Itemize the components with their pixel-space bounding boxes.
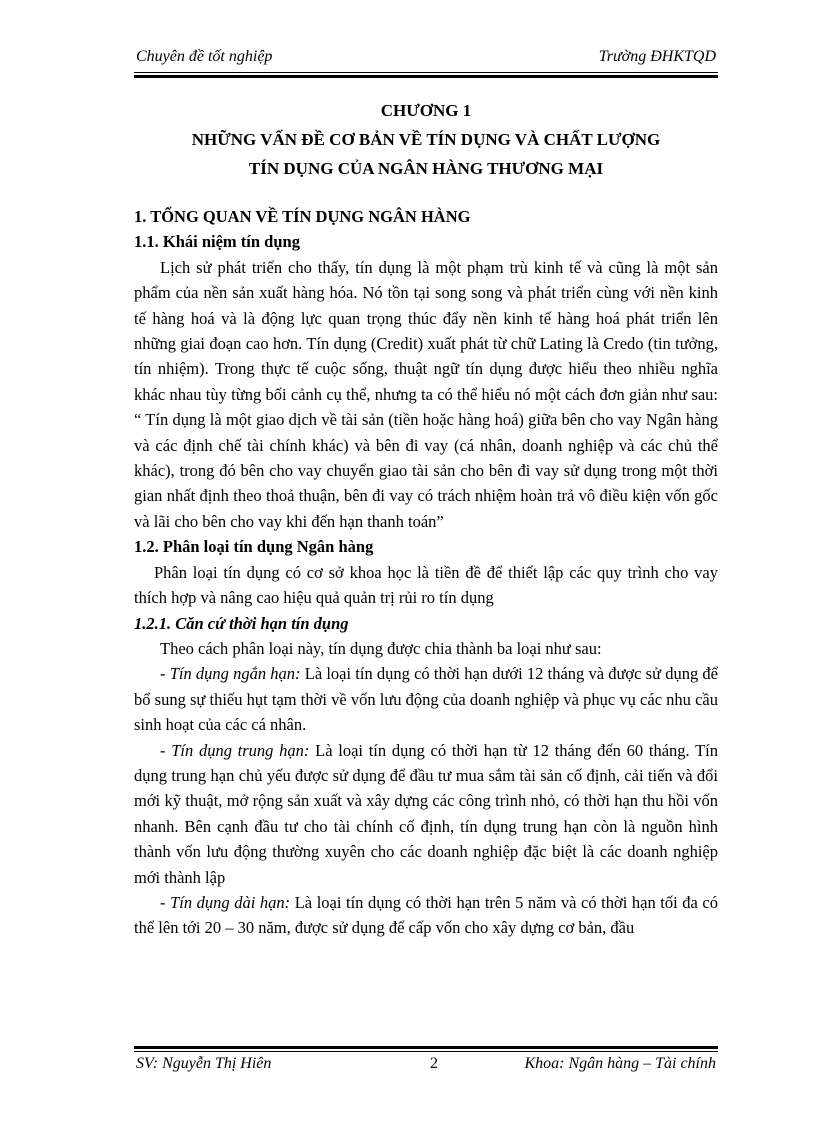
header-rule-thick xyxy=(134,75,718,78)
section-1-2-heading: 1.2. Phân loại tín dụng Ngân hàng xyxy=(134,537,374,557)
list-item-short-term xyxy=(134,661,718,737)
long-term-text: Là loại tín dụng có thời hạn trên 5 năm và có thời hạn tối đa có thể lên tới 20 – 30 năm, được sử dụng để cấp vốn cho xây dựng cơ bản, đầu xyxy=(134,892,718,938)
page-number: 2 xyxy=(430,1055,438,1072)
section-1-2-paragraph: Phân loại tín dụng có cơ sở khoa học là tiền đề để thiết lập các quy trình cho vay thích hợp và nâng cao hiệu quả quản trị rủi ro tín dụng xyxy=(134,562,718,608)
footer-student: SV: Nguyễn Thị Hiên xyxy=(136,1055,272,1072)
page-body xyxy=(134,204,718,941)
long-term-label: - Tín dụng dài hạn: xyxy=(160,892,291,912)
page-footer xyxy=(134,1055,718,1079)
section-1-2-1-heading: 1.2.1. Căn cứ thời hạn tín dụng xyxy=(134,613,349,633)
medium-term-text: Là loại tín dụng có thời hạn từ 12 tháng đến 60 tháng. Tín dụng trung hạn chủ yếu được sử dụng để đầu tư mua sắm tài sản cố định, cải tiến và đổi mới kỹ thuật, mở rộng sản xuất và xây dựng các công trình nhỏ, có thời hạn thu hồi vốn nhanh. Bên cạnh đầu tư cho tài chính cố định, tín dụng trung hạn còn là nguồn hình thành vốn lưu động thường xuyên cho các doanh nghiệp đặc biệt là các doanh nghiệp mới thành lập xyxy=(134,740,718,887)
section-1-1-paragraph: Lịch sử phát triển cho thấy, tín dụng là một phạm trù kinh tế và cũng là một sản phẩm của nền sản xuất hàng hóa. Nó tồn tại song song và phát triển cùng với nền kinh tế hàng hoá và là động lực quan trọng thúc đẩy nền kinh tế hàng hoá phát triển lên những giai đoạn cao hơn. Tín dụng (Credit) xuất phát từ chữ Lating là Credo (tin tưởng, tín nhiệm). Trong thực tế cuộc sống, thuật ngữ tín dụng được hiểu theo nhiều nghĩa khác nhau tùy từng bối cảnh cụ thể, nhưng ta có thể hiểu nó một cách đơn giản như sau: “ Tín dụng là một giao dịch về tài sản (tiền hoặc hàng hoá) giữa bên cho vay Ngân hàng và các định chế tài chính khác) và bên đi vay (cá nhân, doanh nghiệp và các chủ thể khác), trong đó bên cho vay chuyển giao tài sản cho bên đi vay sử dụng trong một thời gian nhất định theo thoả thuận, bên đi vay có trách nhiệm hoàn trả vô điều kiện vốn gốc và lãi cho bên cho vay khi đến hạn thanh toán” xyxy=(134,257,718,531)
header-rule-thin xyxy=(134,72,718,73)
chapter-title-line1: NHỮNG VẤN ĐỀ CƠ BẢN VỀ TÍN DỤNG VÀ CHẤT LƯỢNG xyxy=(191,130,661,149)
short-term-text: Là loại tín dụng có thời hạn dưới 12 tháng và được sử dụng để bổ sung sự thiếu hụt tạm thời về vốn lưu động của doanh nghiệp và phục vụ các nhu cầu sinh hoạt của các cá nhân. xyxy=(134,664,718,735)
short-term-label: - Tín dụng ngắn hạn: xyxy=(160,664,301,684)
list-item-long-term xyxy=(134,890,718,941)
section-1-2-1-intro: Theo cách phân loại này, tín dụng được chia thành ba loại như sau: xyxy=(160,638,602,658)
footer-rule-thick xyxy=(134,1046,718,1049)
chapter-number: CHƯƠNG 1 xyxy=(380,101,472,120)
medium-term-label: - Tín dụng trung hạn: xyxy=(160,740,310,760)
section-1-heading: 1. TỔNG QUAN VỀ TÍN DỤNG NGÂN HÀNG xyxy=(134,207,471,226)
chapter-heading xyxy=(134,96,718,183)
list-item-medium-term xyxy=(134,738,718,890)
footer-rule-thin xyxy=(134,1051,718,1052)
page-header xyxy=(134,48,718,72)
header-left: Chuyên đề tốt nghiệp xyxy=(136,48,273,65)
section-1-1-heading: 1.1. Khái niệm tín dụng xyxy=(134,232,300,252)
footer-faculty: Khoa: Ngân hàng – Tài chính xyxy=(524,1055,716,1072)
header-right: Trường ĐHKTQD xyxy=(598,48,716,65)
chapter-title-line2: TÍN DỤNG CỦA NGÂN HÀNG THƯƠNG MẠI xyxy=(248,159,604,178)
